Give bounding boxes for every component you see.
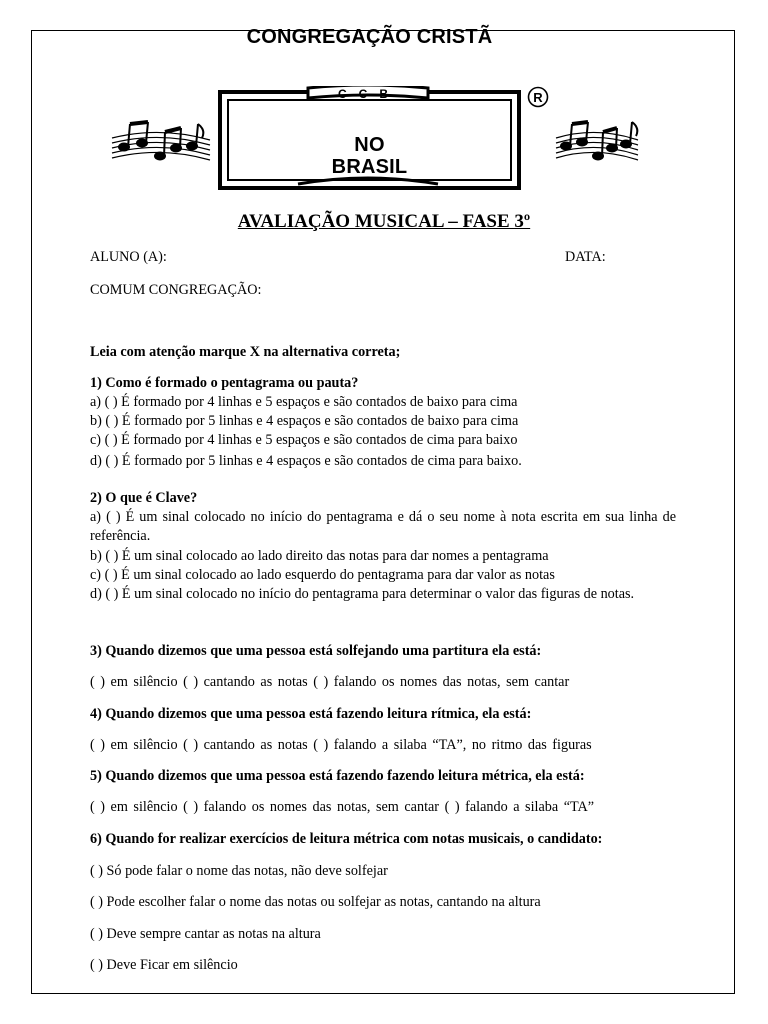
svg-text:R: R xyxy=(533,90,543,105)
q1-option-b: b) ( ) É formado por 5 linhas e 4 espaços e são contados de baixo para cima xyxy=(90,413,519,429)
music-notes-left-icon xyxy=(110,118,212,166)
q4-options: ( ) em silêncio ( ) cantando as notas ( ) falando a silaba “TA”, no ritmo das figuras xyxy=(90,737,592,753)
logo-line-1: CONGREGAÇÃO CRISTÃ xyxy=(246,26,493,48)
question-1: 1) Como é formado o pentagrama ou pauta? xyxy=(90,375,359,391)
logo-line-2: NO xyxy=(354,134,385,156)
q3-options: ( ) em silêncio ( ) cantando as notas ( ) falando os nomes das notas, sem cantar xyxy=(90,674,570,690)
aluno-label: ALUNO (A): xyxy=(90,249,167,265)
logo-line-3: BRASIL xyxy=(331,156,408,178)
question-5: 5) Quando dizemos que uma pessoa está fazendo fazendo leitura métrica, ela está: xyxy=(90,768,585,784)
q6-option-2: ( ) Pode escolher falar o nome das notas ou solfejar as notas, cantando na altura xyxy=(90,894,541,910)
question-6: 6) Quando for realizar exercícios de leitura métrica com notas musicais, o candidato: xyxy=(90,831,603,847)
q6-option-1: ( ) Só pode falar o nome das notas, não deve solfejar xyxy=(90,863,388,879)
question-2: 2) O que é Clave? xyxy=(90,490,198,506)
header xyxy=(0,0,768,210)
svg-text:CCB: CCB xyxy=(338,87,400,101)
q6-option-3: ( ) Deve sempre cantar as notas na altura xyxy=(90,926,321,942)
q2-option-a: a) ( ) É um sinal colocado no início do pentagrama e dá o seu nome à nota escrita em sua linha de referência. xyxy=(90,509,676,544)
q2-option-b: b) ( ) É um sinal colocado ao lado direito das notas para dar nomes a pentagrama xyxy=(90,548,549,564)
registered-mark-icon xyxy=(527,86,549,108)
page-title: AVALIAÇÃO MUSICAL – FASE 3º xyxy=(237,211,531,232)
instruction: Leia com atenção marque X na alternativa correta; xyxy=(90,344,401,360)
q1-option-c: c) ( ) É formado por 4 linhas e 5 espaços e são contados de cima para baixo xyxy=(90,432,518,448)
data-label: DATA: xyxy=(565,249,606,265)
comum-congregacao-label: COMUM CONGREGAÇÃO: xyxy=(90,282,262,298)
q5-options: ( ) em silêncio ( ) falando os nomes das notas, sem cantar ( ) falando a silaba “TA” xyxy=(90,799,595,815)
q6-option-4: ( ) Deve Ficar em silêncio xyxy=(90,957,238,973)
q1-option-a: a) ( ) É formado por 4 linhas e 5 espaços e são contados de baixo para cima xyxy=(90,394,518,410)
q2-option-c: c) ( ) É um sinal colocado ao lado esquerdo do pentagrama para dar valor as notas xyxy=(90,567,555,583)
question-3: 3) Quando dizemos que uma pessoa está solfejando uma partitura ela está: xyxy=(90,643,542,659)
question-4: 4) Quando dizemos que uma pessoa está fazendo leitura rítmica, ela está: xyxy=(90,706,532,722)
music-notes-right-icon xyxy=(554,118,640,166)
q2-option-d: d) ( ) É um sinal colocado no início do pentagrama para determinar o valor das figuras de notas. xyxy=(90,586,635,602)
q1-option-d: d) ( ) É formado por 5 linhas e 4 espaços e são contados de cima para baixo. xyxy=(90,453,522,469)
